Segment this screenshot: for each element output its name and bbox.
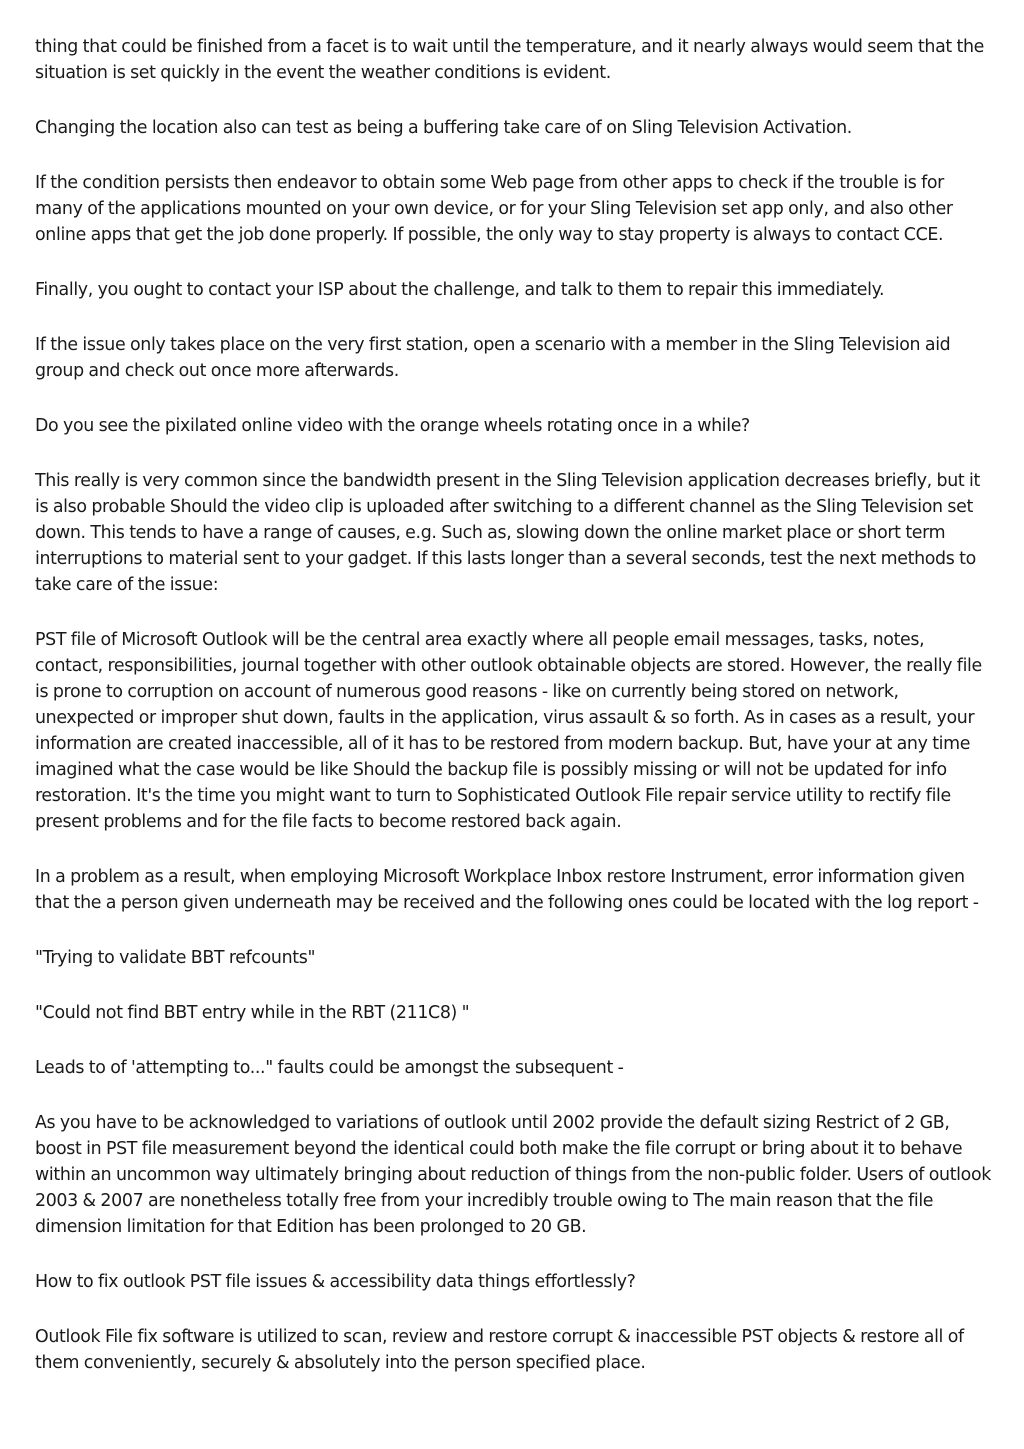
paragraph-11: "Could not find BBT entry while in the RBT (211C8) " [35, 1003, 470, 1023]
paragraph-12: Leads to of 'attempting to..." faults could be amongst the subsequent - [35, 1058, 624, 1078]
paragraph-14: How to fix outlook PST file issues & accessibility data things effortlessly? [35, 1272, 636, 1292]
paragraph-15: Outlook File fix software is utilized to scan, review and restore corrupt & inaccessible PST objects & restore all of them conveniently, securely & absolutely into the person specified place. [35, 1327, 964, 1373]
paragraph-10: "Trying to validate BBT refcounts" [35, 948, 316, 968]
paragraph-6: Do you see the pixilated online video with the orange wheels rotating once in a while? [35, 416, 750, 436]
paragraph-1: thing that could be finished from a facet is to wait until the temperature, and it nearly always would seem that the situation is set quickly in the event the weather conditions is evident. [35, 37, 985, 83]
paragraph-2: Changing the location also can test as being a buffering take care of on Sling Television Activation. [35, 118, 852, 138]
paragraph-8: PST file of Microsoft Outlook will be the central area exactly where all people email messages, tasks, notes, contact, responsibilities, journal together with other outlook obtainable objects are stored. However, the really file is prone to corruption on account of numerous good reasons - like on currently being stored on network, unexpected or improper shut down, faults in the application, virus assault & so forth. As in cases as a result, your information are created inaccessible, all of it has to be restored from modern backup. But, have your at any time imagined what the case would be like Should the backup file is possibly missing or will not be updated for info restoration. It's the time you might want to turn to Sophisticated Outlook File repair service utility to rectify file present problems and for the file facts to become restored back again. [35, 630, 982, 832]
paragraph-4: Finally, you ought to contact your ISP about the challenge, and talk to them to repair this immediately. [35, 280, 885, 300]
document-page [35, 34, 995, 1405]
paragraph-13: As you have to be acknowledged to variations of outlook until 2002 provide the default sizing Restrict of 2 GB, boost in PST file measurement beyond the identical could both make the file corrupt or bring about it to behave within an uncommon way ultimately bringing about reduction of things from the non-public folder. Users of outlook 2003 & 2007 are nonetheless totally free from your incredibly trouble owing to The main reason that the file dimension limitation for that Edition has been prolonged to 20 GB. [35, 1113, 991, 1237]
paragraph-3: If the condition persists then endeavor to obtain some Web page from other apps to check if the trouble is for many of the applications mounted on your own device, or for your Sling Television set app only, and also other online apps that get the job done properly. If possible, the only way to stay property is always to contact CCE. [35, 173, 953, 245]
paragraph-5: If the issue only takes place on the very first station, open a scenario with a member in the Sling Television aid group and check out once more afterwards. [35, 335, 951, 381]
paragraph-7: This really is very common since the bandwidth present in the Sling Television application decreases briefly, but it is also probable Should the video clip is uploaded after switching to a different channel as the Sling Television set down. This tends to have a range of causes, e.g. Such as, slowing down the online market place or short term interruptions to material sent to your gadget. If this lasts longer than a several seconds, test the next methods to take care of the issue: [35, 471, 981, 595]
paragraph-9: In a problem as a result, when employing Microsoft Workplace Inbox restore Instrument, error information given that the a person given underneath may be received and the following ones could be located with the log report - [35, 867, 979, 913]
